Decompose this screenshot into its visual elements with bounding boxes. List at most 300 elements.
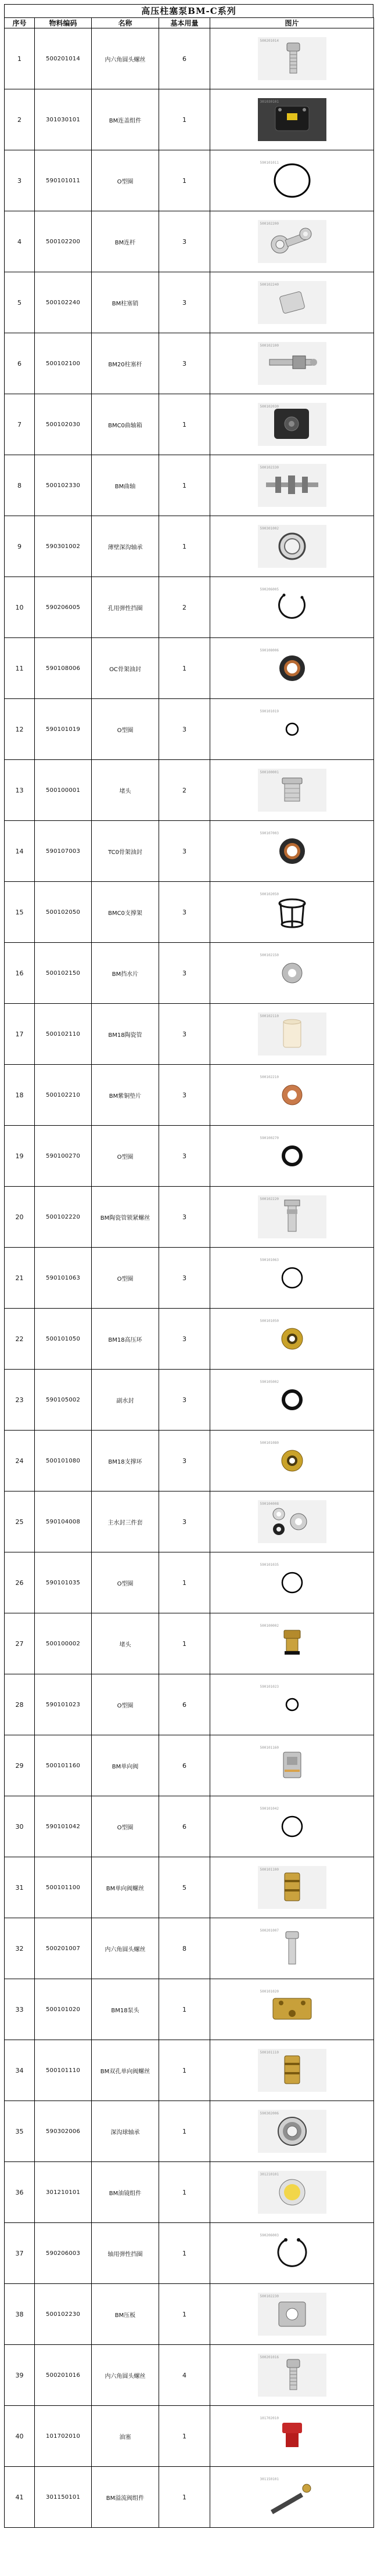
part-image-cell xyxy=(210,2406,374,2467)
photo-code-tag: 590105002 xyxy=(260,1380,279,1384)
table-row xyxy=(5,1065,374,1126)
row-number: 31 xyxy=(5,1857,35,1918)
basic-quantity: 6 xyxy=(159,1735,210,1796)
part-image-cell xyxy=(210,821,374,882)
part-photo xyxy=(258,2354,326,2397)
row-number: 40 xyxy=(5,2406,35,2467)
row-number: 22 xyxy=(5,1309,35,1370)
photo-code-tag: 101702010 xyxy=(260,2416,279,2420)
table-row xyxy=(5,394,374,455)
row-number: 12 xyxy=(5,699,35,760)
material-code: 500201016 xyxy=(35,2345,92,2406)
row-number: 9 xyxy=(5,516,35,577)
retaining-ring-icon xyxy=(258,586,326,629)
o-ring-thin-icon xyxy=(258,1256,326,1299)
photo-code-tag: 590206005 xyxy=(260,588,279,592)
material-code: 500102220 xyxy=(35,1187,92,1248)
part-image-cell xyxy=(210,516,374,577)
basic-quantity: 3 xyxy=(159,1431,210,1491)
basic-quantity: 8 xyxy=(159,1918,210,1979)
photo-code-tag: 500100002 xyxy=(260,1624,279,1628)
basic-quantity: 1 xyxy=(159,638,210,699)
copper-washer-icon xyxy=(258,1073,326,1116)
row-number: 10 xyxy=(5,577,35,638)
part-photo xyxy=(258,952,326,995)
basic-quantity: 3 xyxy=(159,333,210,394)
part-photo xyxy=(258,1134,326,1177)
photo-code-tag: 590101019 xyxy=(260,709,279,714)
table-row xyxy=(5,1187,374,1248)
part-image-cell xyxy=(210,943,374,1004)
relief-valve-icon xyxy=(258,2476,326,2519)
photo-code-tag: 500102330 xyxy=(260,466,279,470)
oil-sight-glass-icon xyxy=(258,2171,326,2214)
part-photo xyxy=(258,1439,326,1482)
table-row xyxy=(5,1613,374,1674)
row-number: 2 xyxy=(5,89,35,150)
basic-quantity: 3 xyxy=(159,1248,210,1309)
photo-code-tag: 500101110 xyxy=(260,2051,279,2055)
part-photo xyxy=(258,1927,326,1970)
brass-plug-icon xyxy=(258,1622,326,1665)
part-photo xyxy=(258,159,326,202)
table-row xyxy=(5,2284,374,2345)
basic-quantity: 1 xyxy=(159,2162,210,2223)
part-image-cell xyxy=(210,638,374,699)
part-image-cell xyxy=(210,2345,374,2406)
circlip-icon xyxy=(258,2232,326,2275)
table-row xyxy=(5,1552,374,1613)
basic-quantity: 1 xyxy=(159,394,210,455)
photo-code-tag: 590101042 xyxy=(260,1807,279,1811)
material-code: 590107003 xyxy=(35,821,92,882)
part-name: 内六角圆头螺丝 xyxy=(92,28,159,89)
basic-quantity: 4 xyxy=(159,2345,210,2406)
basic-quantity: 1 xyxy=(159,89,210,150)
part-image-cell xyxy=(210,1187,374,1248)
part-name: OC骨架油封 xyxy=(92,638,159,699)
part-name: 轴用弹性挡圈 xyxy=(92,2223,159,2284)
basic-quantity: 1 xyxy=(159,1552,210,1613)
photo-code-tag: 500201016 xyxy=(260,2355,279,2359)
part-photo xyxy=(258,2110,326,2153)
o-ring-small-icon xyxy=(258,708,326,751)
material-code: 500102200 xyxy=(35,211,92,272)
photo-code-tag: 590101011 xyxy=(260,161,279,165)
part-image-cell xyxy=(210,760,374,821)
photo-code-tag: 500101050 xyxy=(260,1319,279,1323)
material-code: 500100001 xyxy=(35,760,92,821)
photo-code-tag: 590108006 xyxy=(260,648,279,653)
o-ring-black-icon xyxy=(258,1378,326,1421)
part-photo xyxy=(258,2049,326,2092)
part-name: 内六角圆头螺丝 xyxy=(92,1918,159,1979)
part-image-cell xyxy=(210,882,374,943)
table-row xyxy=(5,2101,374,2162)
material-code: 590108006 xyxy=(35,638,92,699)
part-photo xyxy=(258,342,326,385)
row-number: 5 xyxy=(5,272,35,333)
part-name: BM柱塞销 xyxy=(92,272,159,333)
part-name: 堵头 xyxy=(92,1613,159,1674)
part-name: BM压板 xyxy=(92,2284,159,2345)
table-row xyxy=(5,1126,374,1187)
material-code: 590101011 xyxy=(35,150,92,211)
o-ring-thin-icon xyxy=(258,1805,326,1848)
table-row xyxy=(5,577,374,638)
part-image-cell xyxy=(210,455,374,516)
material-code: 301030101 xyxy=(35,89,92,150)
o-ring-thin-icon xyxy=(258,1561,326,1604)
table-row xyxy=(5,150,374,211)
table-row xyxy=(5,333,374,394)
material-code: 590104008 xyxy=(35,1491,92,1552)
material-code: 500101160 xyxy=(35,1735,92,1796)
row-number: 32 xyxy=(5,1918,35,1979)
washer-icon xyxy=(258,952,326,995)
part-name: BMC0支撑架 xyxy=(92,882,159,943)
part-image-cell xyxy=(210,699,374,760)
valve-screw-icon xyxy=(258,1866,326,1909)
part-name: 薄壁深沟轴承 xyxy=(92,516,159,577)
part-photo xyxy=(258,1561,326,1604)
material-code: 590105002 xyxy=(35,1370,92,1431)
part-photo xyxy=(258,1073,326,1116)
row-number: 3 xyxy=(5,150,35,211)
table-row xyxy=(5,821,374,882)
row-number: 24 xyxy=(5,1431,35,1491)
photo-code-tag: 500201007 xyxy=(260,1929,279,1933)
row-number: 20 xyxy=(5,1187,35,1248)
table-row xyxy=(5,1431,374,1491)
part-photo xyxy=(258,1256,326,1299)
table-row xyxy=(5,1004,374,1065)
row-number: 19 xyxy=(5,1126,35,1187)
pump-head-icon xyxy=(258,1988,326,2031)
table-row xyxy=(5,2223,374,2284)
basic-quantity: 3 xyxy=(159,1309,210,1370)
part-photo xyxy=(258,708,326,751)
row-number: 37 xyxy=(5,2223,35,2284)
check-valve-icon xyxy=(258,1744,326,1787)
part-name: TC0骨架油封 xyxy=(92,821,159,882)
part-name: O型圈 xyxy=(92,1674,159,1735)
material-code: 500102150 xyxy=(35,943,92,1004)
row-number: 13 xyxy=(5,760,35,821)
photo-code-tag: 500102240 xyxy=(260,283,279,287)
material-code: 500201014 xyxy=(35,28,92,89)
part-photo xyxy=(258,403,326,446)
connecting-rod-icon xyxy=(258,220,326,263)
photo-code-tag: 500102210 xyxy=(260,1075,279,1079)
part-photo xyxy=(258,647,326,690)
part-name: 副水封 xyxy=(92,1370,159,1431)
part-name: O型圈 xyxy=(92,1552,159,1613)
part-photo xyxy=(258,1866,326,1909)
crankshaft-icon xyxy=(258,464,326,507)
basic-quantity: 3 xyxy=(159,272,210,333)
o-ring-small-icon xyxy=(258,1683,326,1726)
part-name: BM双孔单向阀螺丝 xyxy=(92,2040,159,2101)
row-number: 11 xyxy=(5,638,35,699)
part-name: BMC0曲轴箱 xyxy=(92,394,159,455)
part-image-cell xyxy=(210,1431,374,1491)
photo-code-tag: 590107003 xyxy=(260,831,279,835)
table-row xyxy=(5,455,374,516)
part-image-cell xyxy=(210,1309,374,1370)
material-code: 590301002 xyxy=(35,516,92,577)
basic-quantity: 6 xyxy=(159,1674,210,1735)
material-code: 301150101 xyxy=(35,2467,92,2528)
basic-quantity: 1 xyxy=(159,1979,210,2040)
basic-quantity: 3 xyxy=(159,882,210,943)
basic-quantity: 1 xyxy=(159,1613,210,1674)
row-number: 35 xyxy=(5,2101,35,2162)
part-name: 深沟球轴承 xyxy=(92,2101,159,2162)
oil-seal-icon xyxy=(258,830,326,873)
photo-code-tag: 500101100 xyxy=(260,1868,279,1872)
table-row xyxy=(5,1370,374,1431)
basic-quantity: 1 xyxy=(159,2040,210,2101)
material-code: 500102330 xyxy=(35,455,92,516)
material-code: 500102240 xyxy=(35,272,92,333)
table-row xyxy=(5,2345,374,2406)
part-name: O型圈 xyxy=(92,1126,159,1187)
row-number: 27 xyxy=(5,1613,35,1674)
row-number: 7 xyxy=(5,394,35,455)
material-code: 500201007 xyxy=(35,1918,92,1979)
material-code: 590101023 xyxy=(35,1674,92,1735)
parts-table xyxy=(4,17,374,2528)
row-number: 4 xyxy=(5,211,35,272)
basic-quantity: 1 xyxy=(159,150,210,211)
o-ring-large-icon xyxy=(258,159,326,202)
photo-code-tag: 500102200 xyxy=(260,222,279,226)
part-name: O型圈 xyxy=(92,1796,159,1857)
photo-code-tag: 590301002 xyxy=(260,527,279,531)
material-code: 590101063 xyxy=(35,1248,92,1309)
part-photo xyxy=(258,1195,326,1238)
pin-icon xyxy=(258,281,326,324)
row-number: 14 xyxy=(5,821,35,882)
table-row xyxy=(5,1979,374,2040)
part-photo xyxy=(258,1378,326,1421)
photo-code-tag: 301210101 xyxy=(260,2173,279,2177)
part-photo xyxy=(258,769,326,812)
header-no: 序号 xyxy=(5,18,35,28)
part-name: 内六角圆头螺丝 xyxy=(92,2345,159,2406)
basic-quantity: 3 xyxy=(159,1004,210,1065)
part-image-cell xyxy=(210,2040,374,2101)
photo-code-tag: 500201014 xyxy=(260,39,279,43)
part-photo xyxy=(258,1805,326,1848)
photo-code-tag: 590101023 xyxy=(260,1685,279,1689)
screw-icon xyxy=(258,2354,326,2397)
basic-quantity: 3 xyxy=(159,1491,210,1552)
part-photo xyxy=(258,830,326,873)
row-number: 26 xyxy=(5,1552,35,1613)
part-name: BM连杆 xyxy=(92,211,159,272)
part-image-cell xyxy=(210,2467,374,2528)
seal-kit-icon xyxy=(258,1500,326,1543)
ceramic-tube-icon xyxy=(258,1013,326,1055)
material-code: 500101050 xyxy=(35,1309,92,1370)
table-row xyxy=(5,882,374,943)
row-number: 38 xyxy=(5,2284,35,2345)
material-code: 500101020 xyxy=(35,1979,92,2040)
screw-icon xyxy=(258,37,326,80)
photo-code-tag: 500102100 xyxy=(260,344,279,348)
sheet-title: 高压柱塞泵BM-C系列 xyxy=(4,4,373,17)
material-code: 590302006 xyxy=(35,2101,92,2162)
table-row xyxy=(5,2406,374,2467)
material-code: 590101042 xyxy=(35,1796,92,1857)
table-row xyxy=(5,1918,374,1979)
oil-seal-icon xyxy=(258,647,326,690)
part-name: BM陶瓷管锁紧螺丝 xyxy=(92,1187,159,1248)
part-photo xyxy=(258,891,326,934)
header-image: 图片 xyxy=(210,18,374,28)
row-number: 23 xyxy=(5,1370,35,1431)
photo-code-tag: 590104008 xyxy=(260,1502,279,1506)
basic-quantity: 1 xyxy=(159,2406,210,2467)
row-number: 34 xyxy=(5,2040,35,2101)
table-row xyxy=(5,272,374,333)
photo-code-tag: 500102230 xyxy=(260,2294,279,2298)
material-code: 500101110 xyxy=(35,2040,92,2101)
basic-quantity: 3 xyxy=(159,1187,210,1248)
support-frame-icon xyxy=(258,891,326,934)
material-code: 500100002 xyxy=(35,1613,92,1674)
part-photo xyxy=(258,37,326,80)
photo-code-tag: 500101020 xyxy=(260,1990,279,1994)
oil-plug-icon xyxy=(258,2415,326,2458)
plunger-rod-icon xyxy=(258,342,326,385)
row-number: 21 xyxy=(5,1248,35,1309)
photo-code-tag: 500102150 xyxy=(260,953,279,957)
part-name: BM18陶瓷管 xyxy=(92,1004,159,1065)
part-photo xyxy=(258,1622,326,1665)
row-number: 1 xyxy=(5,28,35,89)
part-name: BM曲轴 xyxy=(92,455,159,516)
part-image-cell xyxy=(210,211,374,272)
material-code: 590206003 xyxy=(35,2223,92,2284)
material-code: 590206005 xyxy=(35,577,92,638)
photo-code-tag: 590302006 xyxy=(260,2112,279,2116)
material-code: 500101080 xyxy=(35,1431,92,1491)
basic-quantity: 3 xyxy=(159,1065,210,1126)
table-row xyxy=(5,760,374,821)
pressure-plate-icon xyxy=(258,2293,326,2336)
basic-quantity: 3 xyxy=(159,821,210,882)
pressure-ring-icon xyxy=(258,1439,326,1482)
material-code: 500102210 xyxy=(35,1065,92,1126)
part-name: BM紫铜垫片 xyxy=(92,1065,159,1126)
basic-quantity: 5 xyxy=(159,1857,210,1918)
part-name: O型圈 xyxy=(92,1248,159,1309)
basic-quantity: 2 xyxy=(159,760,210,821)
part-photo xyxy=(258,281,326,324)
material-code: 500102110 xyxy=(35,1004,92,1065)
photo-code-tag: 301030101 xyxy=(260,100,279,104)
lock-screw-icon xyxy=(258,1195,326,1238)
part-photo xyxy=(258,220,326,263)
part-photo xyxy=(258,464,326,507)
valve-screw-icon xyxy=(258,2049,326,2092)
material-code: 590101019 xyxy=(35,699,92,760)
material-code: 500102030 xyxy=(35,394,92,455)
part-photo xyxy=(258,1500,326,1543)
part-name: BM单向阀 xyxy=(92,1735,159,1796)
part-image-cell xyxy=(210,2284,374,2345)
header-row xyxy=(5,18,374,28)
basic-quantity: 3 xyxy=(159,1370,210,1431)
table-row xyxy=(5,943,374,1004)
part-photo xyxy=(258,1988,326,2031)
row-number: 25 xyxy=(5,1491,35,1552)
part-image-cell xyxy=(210,2101,374,2162)
photo-code-tag: 590101063 xyxy=(260,1258,279,1262)
part-name: BM单向阀螺丝 xyxy=(92,1857,159,1918)
table-row xyxy=(5,1796,374,1857)
row-number: 17 xyxy=(5,1004,35,1065)
table-row xyxy=(5,1309,374,1370)
part-name: 孔用弹性挡圈 xyxy=(92,577,159,638)
table-row xyxy=(5,1491,374,1552)
basic-quantity: 1 xyxy=(159,2467,210,2528)
table-row xyxy=(5,211,374,272)
row-number: 15 xyxy=(5,882,35,943)
part-image-cell xyxy=(210,150,374,211)
table-row xyxy=(5,1248,374,1309)
part-image-cell xyxy=(210,577,374,638)
plug-icon xyxy=(258,769,326,812)
material-code: 500102230 xyxy=(35,2284,92,2345)
part-image-cell xyxy=(210,1248,374,1309)
part-photo xyxy=(258,98,326,141)
row-number: 36 xyxy=(5,2162,35,2223)
photo-code-tag: 590101035 xyxy=(260,1563,279,1567)
part-name: BM油镜组件 xyxy=(92,2162,159,2223)
part-image-cell xyxy=(210,2223,374,2284)
table-row xyxy=(5,516,374,577)
basic-quantity: 1 xyxy=(159,2223,210,2284)
part-image-cell xyxy=(210,1552,374,1613)
part-photo xyxy=(258,1013,326,1055)
row-number: 33 xyxy=(5,1979,35,2040)
part-image-cell xyxy=(210,1613,374,1674)
part-name: 主水封三件套 xyxy=(92,1491,159,1552)
pressure-ring-icon xyxy=(258,1317,326,1360)
material-code: 590101035 xyxy=(35,1552,92,1613)
part-image-cell xyxy=(210,1491,374,1552)
table-row xyxy=(5,1674,374,1735)
part-image-cell xyxy=(210,1857,374,1918)
table-row xyxy=(5,1857,374,1918)
part-image-cell xyxy=(210,1004,374,1065)
photo-code-tag: 500102110 xyxy=(260,1014,279,1018)
bolt-icon xyxy=(258,1927,326,1970)
part-image-cell xyxy=(210,2162,374,2223)
row-number: 28 xyxy=(5,1674,35,1735)
header-name: 名称 xyxy=(92,18,159,28)
part-name: BM18泵头 xyxy=(92,1979,159,2040)
material-code: 590100270 xyxy=(35,1126,92,1187)
part-name: BM18支撑环 xyxy=(92,1431,159,1491)
row-number: 8 xyxy=(5,455,35,516)
photo-code-tag: 500101080 xyxy=(260,1441,279,1445)
bearing-icon xyxy=(258,525,326,568)
